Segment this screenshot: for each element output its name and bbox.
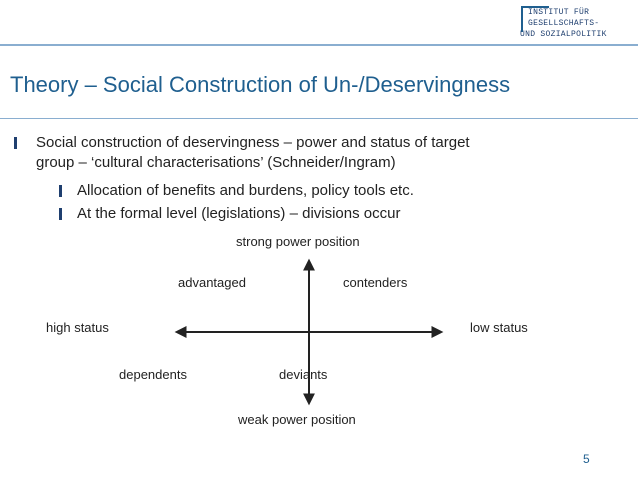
logo-line-3: UND SOZIALPOLITIK [520, 30, 607, 39]
sub-bullet-2-text: At the formal level (legislations) – divisions occur [77, 205, 401, 222]
label-advantaged: advantaged [178, 275, 246, 290]
sub-bullet-1-text: Allocation of benefits and burdens, policy tools etc. [77, 182, 414, 199]
logo-line-2: GESELLSCHAFTS- [528, 19, 600, 28]
label-strong-power: strong power position [236, 234, 360, 249]
logo-line-1: INSTITUT FÜR [528, 8, 590, 17]
slide-title: Theory – Social Construction of Un-/Deservingness [10, 72, 511, 97]
label-weak-power: weak power position [238, 412, 356, 427]
label-low-status: low status [470, 320, 528, 335]
label-high-status: high status [46, 320, 109, 335]
label-dependents: dependents [119, 367, 187, 382]
label-deviants: deviants [279, 367, 328, 382]
bullet-1-line-1: Social construction of deservingness – power and status of target [36, 134, 470, 151]
label-contenders: contenders [343, 275, 408, 290]
page-number: 5 [583, 452, 590, 466]
bullet-1-line-2: group – ‘cultural characterisations’ (Schneider/Ingram) [36, 154, 396, 171]
